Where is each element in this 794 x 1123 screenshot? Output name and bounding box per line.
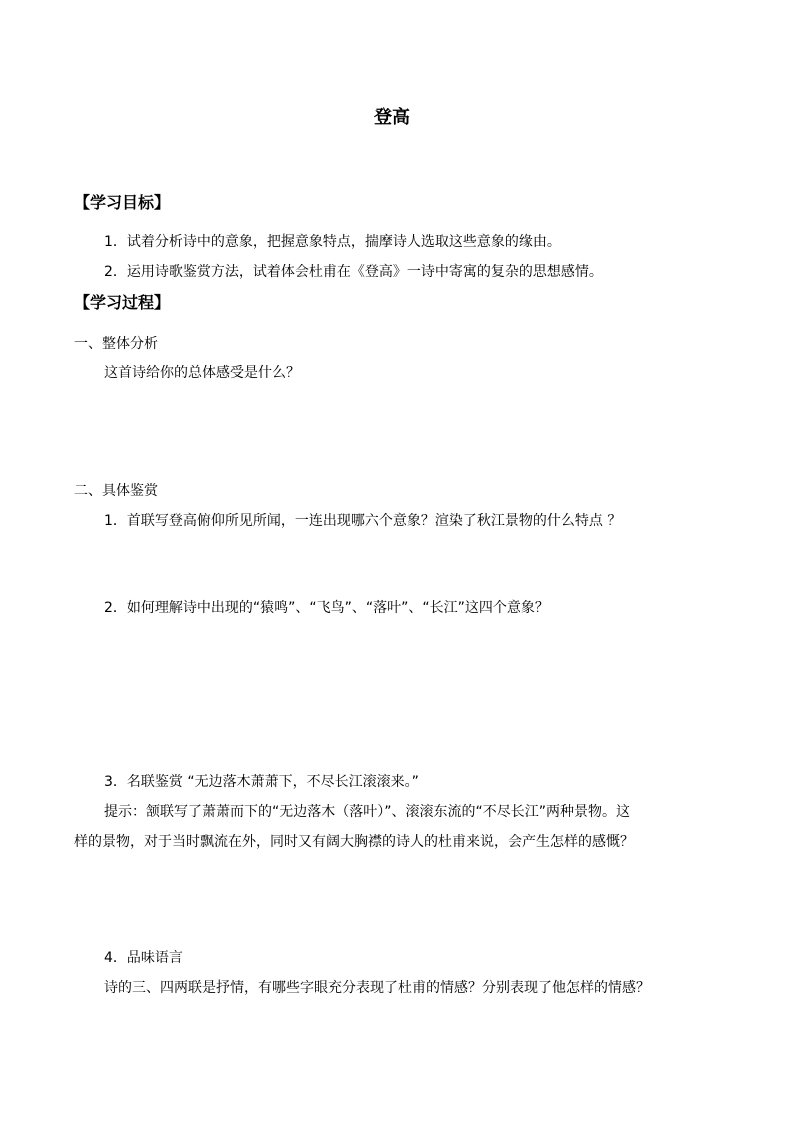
page-title: 登高 <box>374 107 410 128</box>
part2-label: 二、具体鉴赏 <box>74 483 158 499</box>
goal-item-1: 1．试着分析诗中的意象，把握意象特点，揣摩诗人选取这些意象的缘由。 <box>104 234 561 250</box>
question-4-text: 诗的三、四两联是抒情，有哪些字眼充分表现了杜甫的情感？分别表现了他怎样的情感？ <box>104 980 650 996</box>
learning-goals-heading: 【学习目标】 <box>74 193 171 212</box>
part1-label: 一、整体分析 <box>74 336 158 352</box>
question-3-title: 3．名联鉴赏 “无边落木萧萧下，不尽长江滚滚来。” <box>104 774 419 790</box>
question-4-title: 4．品味语言 <box>104 950 183 966</box>
question-3-hint-line-1: 提示：颔联写了萧萧而下的“无边落木（落叶）”、滚滚东流的“不尽长江”两种景物。这 <box>104 804 631 820</box>
goal-item-2: 2．运用诗歌鉴赏方法，试着体会杜甫在《登高》一诗中寄寓的复杂的思想感情。 <box>104 264 603 280</box>
question-2: 2．如何理解诗中出现的“猿鸣”、“飞鸟”、“落叶”、“长江”这四个意象？ <box>104 600 549 616</box>
question-1: 1．首联写登高俯仰所见所闻，一连出现哪六个意象？渲染了秋江景物的什么特点 ？ <box>104 513 622 529</box>
question-3-hint-line-2: 样的景物，对于当时飘流在外，同时又有阔大胸襟的诗人的杜甫来说，会产生怎样的感慨？ <box>74 834 634 850</box>
learning-process-heading: 【学习过程】 <box>74 293 171 312</box>
part1-question: 这首诗给你的总体感受是什么？ <box>104 365 300 381</box>
